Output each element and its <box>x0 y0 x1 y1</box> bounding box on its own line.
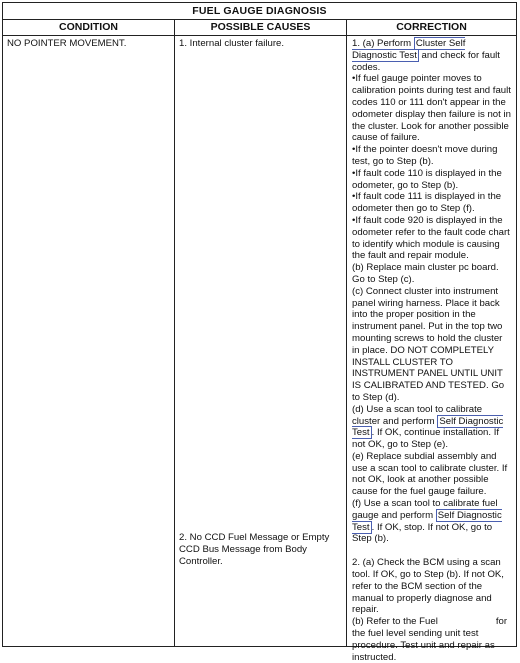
correction-1d <box>352 404 512 451</box>
correction-1b: (b) Replace main cluster pc board. Go to Step (c). <box>352 262 499 285</box>
correction-bullet-1: •If fuel gauge pointer moves to calibration points during test and fault codes 110 or 111 don't appear in the odometer display then failure is not in the cluster. Look for another possible cause of failure. <box>352 73 511 144</box>
correction-2b-text: (b) Refer to the Fuel <box>352 616 438 628</box>
correction-1d-tail: . If OK, continue installation. If not OK, go to Step (e). <box>352 427 500 451</box>
fuel-gauge-diagnosis-table <box>2 2 517 663</box>
header-condition: CONDITION <box>3 20 175 35</box>
table-row <box>3 36 516 663</box>
correction-1f-text: (f) Use a scan tool to calibrate fuel gauge and perform <box>352 498 498 521</box>
correction-1c: (c) Connect cluster into instrument panel wiring harness. Place it back into the proper position in the instrument panel. Put in the top two mounting screws to hold the cluster in place. DO NOT COMPLETELY INSTALL CLUSTER TO INSTRUMENT PANEL UNTIL UNIT IS CALIBRATED AND TESTED. Go to Step (d). <box>352 285 505 403</box>
self-diagnostic-test-link-2[interactable]: Self Diagnostic Test <box>352 509 502 533</box>
causes-cell <box>175 36 347 647</box>
condition-text: NO POINTER MOVEMENT. <box>7 38 127 49</box>
header-possible-causes: POSSIBLE CAUSES <box>175 20 347 35</box>
correction-1d-text: (d) Use a scan tool to calibrate cluster and perform <box>352 403 483 427</box>
correction-2b-tail: for the fuel level sending unit test procedure. Test unit and repair as instructed. <box>352 616 508 663</box>
header-correction: CORRECTION <box>396 21 467 33</box>
correction-bullet-2: •If the pointer doesn't move during test, go to Step (b). <box>352 144 498 167</box>
cause-2: 2. No CCD Fuel Message or Empty CCD Bus Message from Body Controller. <box>179 532 330 567</box>
correction-1f-tail: . If OK, stop. If not OK, go to Step (b). <box>352 521 493 545</box>
correction-2a: 2. (a) Check the BCM using a scan tool. If OK, go to Step (b). If not OK, refer to the BCM section of the manual to properly diagnose and repair. <box>352 557 504 616</box>
cluster-self-diagnostic-test-link[interactable]: Cluster Self Diagnostic Test <box>352 38 466 61</box>
correction-1e: (e) Replace subdial assembly and use a scan tool to calibrate cluster. If not OK, look at another possible cause for the fuel gauge failure. <box>352 450 508 498</box>
table-title: FUEL GAUGE DIAGNOSIS <box>3 3 516 20</box>
correction-1f <box>352 498 512 545</box>
correction-bullet-5: •If fault code 920 is displayed in the odometer refer to the fault code chart to identify which module is causing the fault and repair module. <box>352 214 510 262</box>
correction-1a-text: 1. (a) Perform <box>352 38 414 49</box>
table-header-row <box>3 20 516 36</box>
correction-1a <box>352 38 512 73</box>
correction-bullet-3: •If fault code 110 is displayed in the odometer, go to Step (b). <box>352 167 502 191</box>
self-diagnostic-test-link[interactable]: Self Diagnostic Test <box>352 415 504 439</box>
correction-cell <box>347 36 516 663</box>
correction-bullet-4: •If fault code 111 is displayed in the odometer then go to Step (f). <box>352 191 502 215</box>
condition-cell <box>3 36 175 647</box>
cause-1: 1. Internal cluster failure. <box>179 38 285 49</box>
correction-1a-tail: and check for fault codes. <box>352 49 500 73</box>
correction-2b <box>352 616 512 663</box>
